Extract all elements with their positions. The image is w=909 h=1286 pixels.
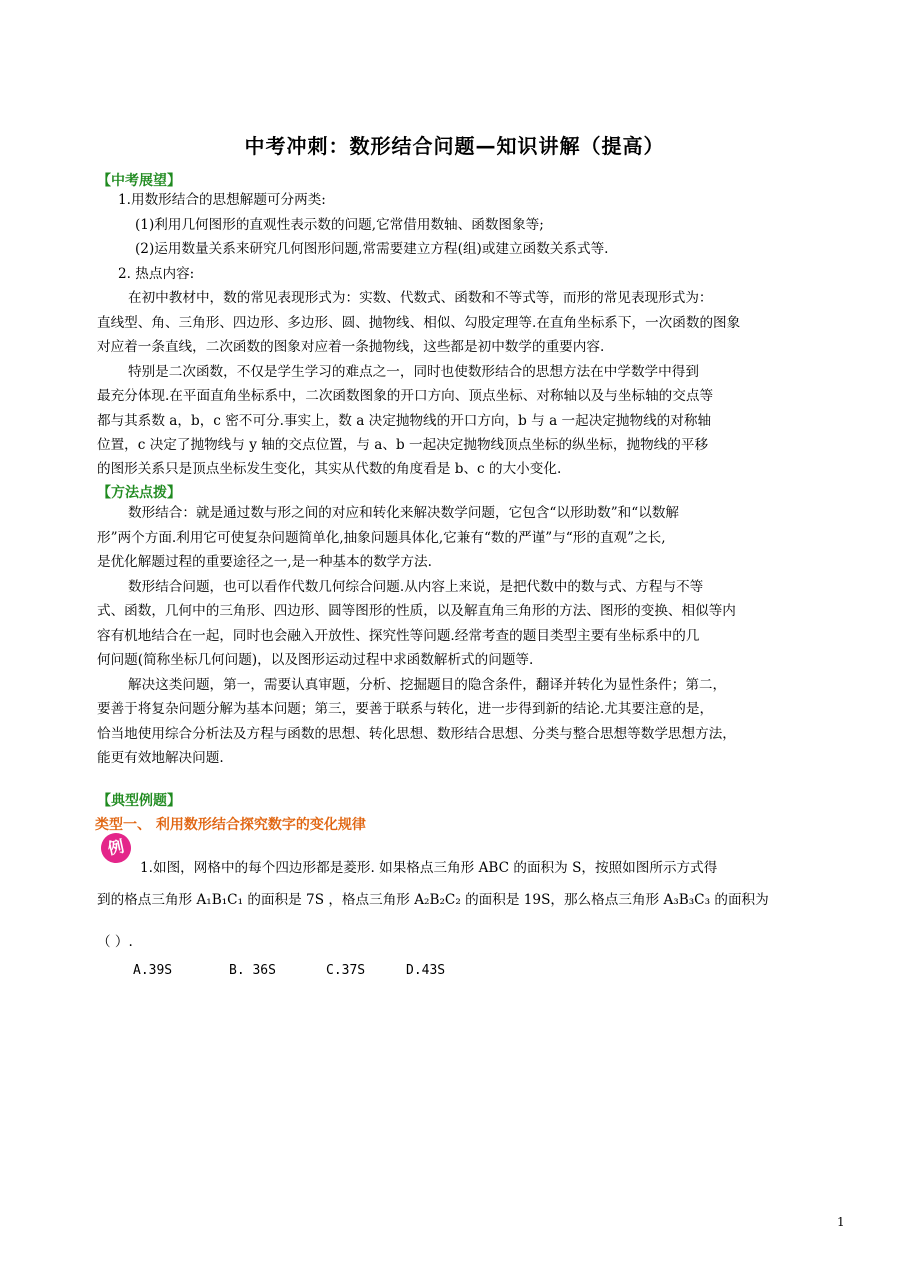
outlook-line: (2)运用数量关系来研究几何图形问题,常需要建立方程(组)或建立函数关系式等. (135, 241, 609, 257)
outlook-line: 特别是二次函数，不仅是学生学习的难点之一，同时也使数形结合的思想方法在中学数学中得到 (128, 364, 699, 380)
option-d: D.43S (406, 963, 446, 978)
answer-blank: （ ）. (97, 934, 133, 950)
outlook-line: 直线型、角、三角形、四边形、多边形、圆、抛物线、相似、勾股定理等.在直角坐标系下，一次函数的图象 (97, 315, 741, 331)
section-heading-outlook: 【中考展望】 (97, 173, 181, 189)
method-line: 要善于将复杂问题分解为基本问题；第三，要善于联系与转化，进一步得到新的结论.尤其要注意的是， (97, 701, 714, 717)
type-heading: 类型一、 利用数形结合探究数字的变化规律 (95, 817, 366, 833)
example-question-line: 1.如图，网格中的每个四边形都是菱形. 如果格点三角形 ABC 的面积为 S，按照如图所示方式得 (140, 860, 718, 876)
outlook-line: 位置，c 决定了抛物线与 y 轴的交点位置，与 a、b 一起决定抛物线顶点坐标的纵坐标，抛物线的平移 (97, 437, 709, 453)
method-line: 恰当地使用综合分析法及方程与函数的思想、转化思想、数形结合思想、分类与整合思想等数学思想方法， (97, 726, 736, 742)
outlook-line: 的图形关系只是顶点坐标发生变化，其实从代数的角度看是 b、c 的大小变化. (97, 461, 562, 477)
method-line: 能更有效地解决问题. (97, 750, 224, 766)
outlook-line: (1)利用几何图形的直观性表示数的问题,它常借用数轴、函数图象等; (135, 217, 544, 233)
outlook-line: 都与其系数 a，b，c 密不可分.事实上，数 a 决定抛物线的开口方向，b 与 a 一起决定抛物线的对称轴 (97, 413, 712, 429)
method-line: 式、函数，几何中的三角形、四边形、圆等图形的性质，以及解直角三角形的方法、图形的变换、相似等内 (97, 603, 736, 619)
option-a: A.39S (133, 963, 173, 978)
method-line: 形”两个方面.利用它可使复杂问题简单化,抽象问题具体化,它兼有“数的严谨”与“形的直观”之长, (97, 530, 666, 546)
method-line: 容有机地结合在一起，同时也会融入开放性、探究性等问题.经常考查的题目类型主要有坐标系中的几 (97, 628, 700, 644)
section-heading-examples: 【典型例题】 (97, 793, 181, 809)
method-line: 是优化解题过程的重要途径之一,是一种基本的数学方法. (97, 554, 432, 570)
outlook-line: 对应着一条直线，二次函数的图象对应着一条抛物线，这些都是初中数学的重要内容. (97, 339, 605, 355)
method-line: 何问题(简称坐标几何问题)，以及图形运动过程中求函数解析式的问题等. (97, 652, 534, 668)
example-question-line: 到的格点三角形 A₁B₁C₁ 的面积是 7S ，格点三角形 A₂B₂C₂ 的面积是 19S，那么格点三角形 A₃B₃C₃ 的面积为 (97, 892, 769, 908)
outlook-line: 在初中教材中，数的常见表现形式为：实数、代数式、函数和不等式等，而形的常见表现形式为： (128, 290, 713, 306)
section-heading-method: 【方法点拨】 (97, 485, 181, 501)
outlook-line: 2. 热点内容: (118, 266, 195, 282)
outlook-line: 最充分体现.在平面直角坐标系中，二次函数图象的开口方向、顶点坐标、对称轴以及与坐标轴的交点等 (97, 388, 714, 404)
option-b: B. 36S (229, 963, 276, 978)
example-badge-icon: 例 (98, 830, 134, 866)
method-line: 数形结合：就是通过数与形之间的对应和转化来解决数学问题，它包含“以形助数”和“以数解 (128, 505, 680, 521)
option-c: C.37S (326, 963, 366, 978)
page-number: 1 (837, 1215, 845, 1229)
page-title: 中考冲刺：数形结合问题—知识讲解（提高） (244, 134, 665, 158)
method-line: 数形结合问题，也可以看作代数几何综合问题.从内容上来说，是把代数中的数与式、方程与不等 (128, 579, 704, 595)
outlook-line: 1.用数形结合的思想解题可分两类: (118, 192, 326, 208)
method-line: 解决这类问题，第一，需要认真审题，分析、挖掘题目的隐含条件，翻译并转化为显性条件；第二， (128, 677, 727, 693)
